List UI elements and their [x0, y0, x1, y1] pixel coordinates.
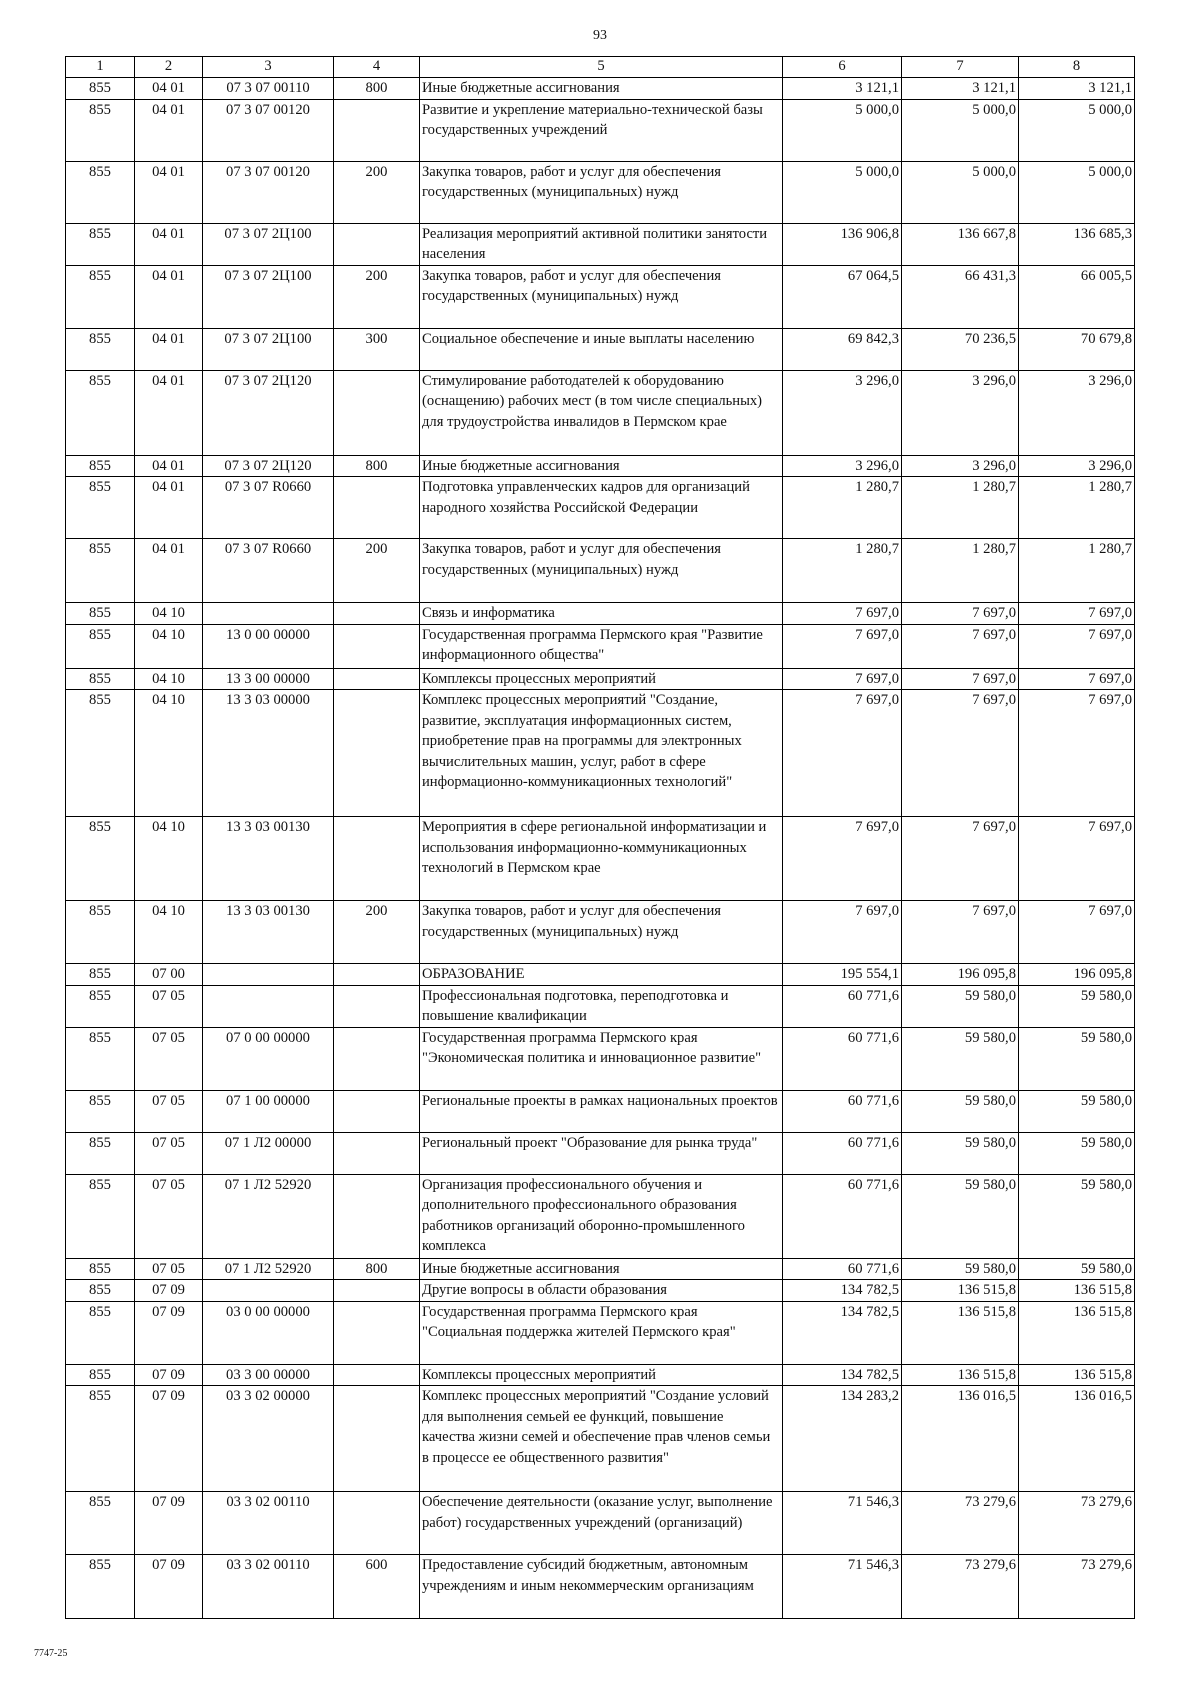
cell-section-code: 04 01 [135, 455, 203, 477]
cell-value-col-6: 136 906,8 [783, 223, 902, 265]
cell-value-col-6: 3 296,0 [783, 455, 902, 477]
cell-value-col-6: 7 697,0 [783, 624, 902, 668]
cell-section-code: 04 10 [135, 624, 203, 668]
cell-value-col-8: 3 121,1 [1019, 78, 1135, 100]
table-row [66, 455, 1135, 477]
cell-description: Предоставление субсидий бюджетным, автономным учреждениям и иным некоммерческим организациям [420, 1555, 783, 1619]
cell-value-col-8: 59 580,0 [1019, 985, 1135, 1027]
cell-target-article: 13 0 00 00000 [203, 624, 334, 668]
cell-admin-code: 855 [66, 690, 135, 817]
cell-description: Иные бюджетные ассигнования [420, 455, 783, 477]
cell-section-code: 07 09 [135, 1555, 203, 1619]
table-row [66, 161, 1135, 223]
cell-value-col-7: 66 431,3 [902, 265, 1019, 328]
table-row [66, 1132, 1135, 1174]
cell-value-col-8: 59 580,0 [1019, 1174, 1135, 1258]
cell-section-code: 04 10 [135, 603, 203, 625]
cell-expense-type: 600 [334, 1555, 420, 1619]
cell-admin-code: 855 [66, 370, 135, 455]
cell-value-col-6: 7 697,0 [783, 817, 902, 901]
cell-value-col-6: 134 782,5 [783, 1364, 902, 1386]
cell-value-col-8: 7 697,0 [1019, 817, 1135, 901]
cell-value-col-6: 134 782,5 [783, 1280, 902, 1302]
cell-expense-type [334, 603, 420, 625]
table-row [66, 985, 1135, 1027]
cell-expense-type [334, 1364, 420, 1386]
cell-expense-type [334, 985, 420, 1027]
cell-target-article [203, 964, 334, 986]
table-row [66, 99, 1135, 161]
cell-expense-type [334, 1301, 420, 1364]
cell-value-col-7: 196 095,8 [902, 964, 1019, 986]
cell-section-code: 04 10 [135, 817, 203, 901]
table-row [66, 603, 1135, 625]
cell-admin-code: 855 [66, 265, 135, 328]
cell-value-col-8: 136 016,5 [1019, 1386, 1135, 1492]
cell-admin-code: 855 [66, 1280, 135, 1302]
cell-expense-type [334, 1492, 420, 1555]
cell-expense-type [334, 477, 420, 539]
cell-section-code: 07 05 [135, 1258, 203, 1280]
cell-value-col-6: 3 121,1 [783, 78, 902, 100]
cell-target-article: 07 3 07 00120 [203, 99, 334, 161]
cell-value-col-8: 73 279,6 [1019, 1492, 1135, 1555]
cell-value-col-6: 5 000,0 [783, 161, 902, 223]
cell-expense-type: 300 [334, 328, 420, 370]
cell-section-code: 04 01 [135, 223, 203, 265]
cell-expense-type: 800 [334, 78, 420, 100]
cell-value-col-7: 59 580,0 [902, 1027, 1019, 1090]
cell-section-code: 04 01 [135, 539, 203, 603]
cell-target-article: 07 3 07 2Ц120 [203, 370, 334, 455]
cell-admin-code: 855 [66, 328, 135, 370]
table-row [66, 328, 1135, 370]
cell-expense-type [334, 1386, 420, 1492]
table-row [66, 624, 1135, 668]
header-col-3: 3 [203, 57, 334, 78]
cell-value-col-8: 7 697,0 [1019, 603, 1135, 625]
cell-target-article [203, 985, 334, 1027]
table-row [66, 477, 1135, 539]
cell-section-code: 07 05 [135, 1174, 203, 1258]
header-col-1: 1 [66, 57, 135, 78]
cell-expense-type [334, 1280, 420, 1302]
cell-value-col-7: 73 279,6 [902, 1492, 1019, 1555]
cell-section-code: 07 09 [135, 1492, 203, 1555]
cell-description: Закупка товаров, работ и услуг для обеспечения государственных (муниципальных) нужд [420, 265, 783, 328]
cell-description: Комплексы процессных мероприятий [420, 668, 783, 690]
cell-value-col-6: 60 771,6 [783, 1174, 902, 1258]
cell-value-col-8: 5 000,0 [1019, 161, 1135, 223]
cell-admin-code: 855 [66, 603, 135, 625]
table-row [66, 1555, 1135, 1619]
cell-section-code: 04 01 [135, 477, 203, 539]
table-row [66, 1492, 1135, 1555]
table-row [66, 690, 1135, 817]
table-row [66, 1258, 1135, 1280]
cell-value-col-7: 7 697,0 [902, 901, 1019, 964]
cell-value-col-6: 71 546,3 [783, 1492, 902, 1555]
cell-expense-type: 800 [334, 455, 420, 477]
cell-description: Иные бюджетные ассигнования [420, 78, 783, 100]
cell-section-code: 07 00 [135, 964, 203, 986]
cell-value-col-6: 60 771,6 [783, 1132, 902, 1174]
cell-section-code: 07 05 [135, 985, 203, 1027]
cell-value-col-6: 60 771,6 [783, 1258, 902, 1280]
cell-description: Региональные проекты в рамках национальных проектов [420, 1090, 783, 1132]
table-row [66, 78, 1135, 100]
cell-description: Комплекс процессных мероприятий "Создание, развитие, эксплуатация информационных систем, приобретение прав на программы для электронных вычислительных машин, услуг, работ в сфере информационно-коммуникационных технологий" [420, 690, 783, 817]
header-row [66, 57, 1135, 78]
cell-description: Организация профессионального обучения и дополнительного профессионального образования работников организаций оборонно-промышленного комплекса [420, 1174, 783, 1258]
cell-description: Закупка товаров, работ и услуг для обеспечения государственных (муниципальных) нужд [420, 539, 783, 603]
table-row [66, 539, 1135, 603]
cell-value-col-8: 196 095,8 [1019, 964, 1135, 986]
cell-admin-code: 855 [66, 477, 135, 539]
cell-target-article: 07 3 07 2Ц100 [203, 265, 334, 328]
cell-description: Развитие и укрепление материально-технической базы государственных учреждений [420, 99, 783, 161]
cell-value-col-6: 134 782,5 [783, 1301, 902, 1364]
cell-expense-type [334, 223, 420, 265]
cell-value-col-8: 70 679,8 [1019, 328, 1135, 370]
cell-description: Обеспечение деятельности (оказание услуг, выполнение работ) государственных учреждений (организаций) [420, 1492, 783, 1555]
cell-value-col-6: 7 697,0 [783, 690, 902, 817]
cell-admin-code: 855 [66, 455, 135, 477]
cell-target-article: 07 3 07 R0660 [203, 477, 334, 539]
cell-admin-code: 855 [66, 161, 135, 223]
cell-admin-code: 855 [66, 1386, 135, 1492]
cell-admin-code: 855 [66, 1258, 135, 1280]
cell-target-article: 07 3 07 00110 [203, 78, 334, 100]
cell-value-col-6: 7 697,0 [783, 901, 902, 964]
cell-admin-code: 855 [66, 223, 135, 265]
document-code: 7747-25 [34, 1648, 68, 1659]
cell-value-col-6: 60 771,6 [783, 1090, 902, 1132]
table-row [66, 1090, 1135, 1132]
cell-target-article: 07 3 07 2Ц100 [203, 328, 334, 370]
cell-admin-code: 855 [66, 1027, 135, 1090]
cell-section-code: 07 09 [135, 1280, 203, 1302]
cell-value-col-7: 136 515,8 [902, 1364, 1019, 1386]
cell-description: Закупка товаров, работ и услуг для обеспечения государственных (муниципальных) нужд [420, 901, 783, 964]
cell-target-article: 03 3 00 00000 [203, 1364, 334, 1386]
cell-expense-type [334, 1174, 420, 1258]
cell-target-article: 03 0 00 00000 [203, 1301, 334, 1364]
cell-target-article: 13 3 03 00130 [203, 817, 334, 901]
cell-target-article: 03 3 02 00000 [203, 1386, 334, 1492]
cell-description: Государственная программа Пермского края "Экономическая политика и инновационное развитие" [420, 1027, 783, 1090]
cell-expense-type [334, 1132, 420, 1174]
cell-section-code: 07 09 [135, 1386, 203, 1492]
cell-section-code: 04 01 [135, 265, 203, 328]
cell-target-article: 07 3 07 2Ц100 [203, 223, 334, 265]
page-number: 93 [593, 28, 607, 43]
cell-expense-type [334, 1027, 420, 1090]
cell-target-article: 07 1 Л2 52920 [203, 1174, 334, 1258]
cell-value-col-8: 7 697,0 [1019, 690, 1135, 817]
cell-value-col-7: 7 697,0 [902, 668, 1019, 690]
cell-section-code: 04 10 [135, 901, 203, 964]
cell-value-col-7: 7 697,0 [902, 624, 1019, 668]
cell-description: Региональный проект "Образование для рынка труда" [420, 1132, 783, 1174]
cell-description: Закупка товаров, работ и услуг для обеспечения государственных (муниципальных) нужд [420, 161, 783, 223]
cell-section-code: 07 05 [135, 1027, 203, 1090]
table-row [66, 223, 1135, 265]
cell-section-code: 04 01 [135, 370, 203, 455]
cell-value-col-6: 1 280,7 [783, 539, 902, 603]
cell-value-col-8: 136 515,8 [1019, 1301, 1135, 1364]
cell-value-col-7: 59 580,0 [902, 1132, 1019, 1174]
cell-target-article: 07 1 Л2 52920 [203, 1258, 334, 1280]
cell-target-article: 13 3 03 00130 [203, 901, 334, 964]
cell-admin-code: 855 [66, 901, 135, 964]
cell-value-col-7: 59 580,0 [902, 1258, 1019, 1280]
cell-expense-type [334, 817, 420, 901]
cell-value-col-6: 71 546,3 [783, 1555, 902, 1619]
cell-admin-code: 855 [66, 1132, 135, 1174]
cell-target-article [203, 603, 334, 625]
cell-value-col-8: 1 280,7 [1019, 539, 1135, 603]
cell-target-article: 03 3 02 00110 [203, 1492, 334, 1555]
cell-target-article: 13 3 03 00000 [203, 690, 334, 817]
cell-value-col-6: 7 697,0 [783, 603, 902, 625]
cell-expense-type [334, 370, 420, 455]
cell-description: Подготовка управленческих кадров для организаций народного хозяйства Российской Федерации [420, 477, 783, 539]
cell-admin-code: 855 [66, 1555, 135, 1619]
cell-admin-code: 855 [66, 964, 135, 986]
cell-expense-type [334, 964, 420, 986]
cell-target-article: 07 1 Л2 00000 [203, 1132, 334, 1174]
cell-admin-code: 855 [66, 1174, 135, 1258]
cell-admin-code: 855 [66, 78, 135, 100]
cell-section-code: 04 01 [135, 99, 203, 161]
cell-section-code: 07 05 [135, 1090, 203, 1132]
cell-value-col-8: 73 279,6 [1019, 1555, 1135, 1619]
cell-value-col-8: 7 697,0 [1019, 668, 1135, 690]
cell-value-col-8: 7 697,0 [1019, 901, 1135, 964]
cell-expense-type [334, 1090, 420, 1132]
cell-expense-type: 200 [334, 539, 420, 603]
header-col-8: 8 [1019, 57, 1135, 78]
cell-description: Профессиональная подготовка, переподготовка и повышение квалификации [420, 985, 783, 1027]
cell-value-col-7: 136 667,8 [902, 223, 1019, 265]
cell-value-col-7: 136 515,8 [902, 1301, 1019, 1364]
cell-admin-code: 855 [66, 539, 135, 603]
cell-value-col-7: 7 697,0 [902, 817, 1019, 901]
table-row [66, 1301, 1135, 1364]
table-row [66, 265, 1135, 328]
cell-expense-type: 200 [334, 901, 420, 964]
cell-description: Реализация мероприятий активной политики занятости населения [420, 223, 783, 265]
cell-value-col-7: 7 697,0 [902, 603, 1019, 625]
cell-value-col-8: 3 296,0 [1019, 370, 1135, 455]
cell-section-code: 07 09 [135, 1301, 203, 1364]
cell-section-code: 04 10 [135, 668, 203, 690]
cell-value-col-7: 59 580,0 [902, 1174, 1019, 1258]
cell-value-col-8: 59 580,0 [1019, 1090, 1135, 1132]
cell-description: Государственная программа Пермского края "Социальная поддержка жителей Пермского края" [420, 1301, 783, 1364]
cell-value-col-7: 59 580,0 [902, 985, 1019, 1027]
cell-expense-type [334, 99, 420, 161]
cell-description: Связь и информатика [420, 603, 783, 625]
cell-expense-type: 200 [334, 161, 420, 223]
cell-value-col-6: 7 697,0 [783, 668, 902, 690]
cell-value-col-8: 1 280,7 [1019, 477, 1135, 539]
cell-value-col-6: 3 296,0 [783, 370, 902, 455]
cell-value-col-8: 59 580,0 [1019, 1258, 1135, 1280]
cell-admin-code: 855 [66, 1301, 135, 1364]
cell-value-col-7: 3 121,1 [902, 78, 1019, 100]
cell-description: Государственная программа Пермского края "Развитие информационного общества" [420, 624, 783, 668]
table-row [66, 1386, 1135, 1492]
cell-expense-type [334, 624, 420, 668]
cell-admin-code: 855 [66, 624, 135, 668]
cell-value-col-8: 66 005,5 [1019, 265, 1135, 328]
header-col-5: 5 [420, 57, 783, 78]
cell-value-col-8: 136 515,8 [1019, 1364, 1135, 1386]
cell-value-col-7: 3 296,0 [902, 370, 1019, 455]
budget-table [65, 56, 1135, 1619]
cell-section-code: 07 05 [135, 1132, 203, 1174]
cell-value-col-6: 67 064,5 [783, 265, 902, 328]
cell-section-code: 04 01 [135, 328, 203, 370]
cell-value-col-8: 136 685,3 [1019, 223, 1135, 265]
cell-admin-code: 855 [66, 817, 135, 901]
cell-target-article: 07 3 07 R0660 [203, 539, 334, 603]
cell-section-code: 04 01 [135, 78, 203, 100]
header-col-7: 7 [902, 57, 1019, 78]
cell-section-code: 04 10 [135, 690, 203, 817]
cell-expense-type [334, 690, 420, 817]
cell-value-col-7: 136 016,5 [902, 1386, 1019, 1492]
cell-value-col-8: 5 000,0 [1019, 99, 1135, 161]
cell-target-article: 13 3 00 00000 [203, 668, 334, 690]
cell-value-col-7: 1 280,7 [902, 539, 1019, 603]
cell-value-col-8: 59 580,0 [1019, 1132, 1135, 1174]
cell-value-col-8: 3 296,0 [1019, 455, 1135, 477]
cell-value-col-7: 5 000,0 [902, 161, 1019, 223]
table-row [66, 1280, 1135, 1302]
cell-section-code: 04 01 [135, 161, 203, 223]
cell-admin-code: 855 [66, 1492, 135, 1555]
table-row [66, 817, 1135, 901]
cell-value-col-6: 69 842,3 [783, 328, 902, 370]
cell-value-col-6: 60 771,6 [783, 1027, 902, 1090]
cell-value-col-7: 73 279,6 [902, 1555, 1019, 1619]
cell-description: Другие вопросы в области образования [420, 1280, 783, 1302]
cell-description: Иные бюджетные ассигнования [420, 1258, 783, 1280]
table-row [66, 1174, 1135, 1258]
cell-admin-code: 855 [66, 668, 135, 690]
cell-expense-type: 800 [334, 1258, 420, 1280]
table-row [66, 668, 1135, 690]
cell-description: Комплексы процессных мероприятий [420, 1364, 783, 1386]
cell-expense-type [334, 668, 420, 690]
table-row [66, 1027, 1135, 1090]
cell-description: Социальное обеспечение и иные выплаты населению [420, 328, 783, 370]
cell-value-col-6: 5 000,0 [783, 99, 902, 161]
cell-value-col-7: 7 697,0 [902, 690, 1019, 817]
header-col-6: 6 [783, 57, 902, 78]
cell-value-col-7: 136 515,8 [902, 1280, 1019, 1302]
header-col-2: 2 [135, 57, 203, 78]
cell-value-col-7: 59 580,0 [902, 1090, 1019, 1132]
cell-target-article: 07 0 00 00000 [203, 1027, 334, 1090]
cell-target-article [203, 1280, 334, 1302]
cell-value-col-7: 5 000,0 [902, 99, 1019, 161]
cell-value-col-7: 70 236,5 [902, 328, 1019, 370]
cell-description: Мероприятия в сфере региональной информатизации и использования информационно-коммуникационных технологий в Пермском крае [420, 817, 783, 901]
cell-expense-type: 200 [334, 265, 420, 328]
table-row [66, 901, 1135, 964]
header-col-4: 4 [334, 57, 420, 78]
cell-admin-code: 855 [66, 1090, 135, 1132]
table-row [66, 1364, 1135, 1386]
cell-description: Стимулирование работодателей к оборудованию (оснащению) рабочих мест (в том числе специальных) для трудоустройства инвалидов в Пермском крае [420, 370, 783, 455]
table-body [66, 78, 1135, 1619]
cell-value-col-7: 3 296,0 [902, 455, 1019, 477]
cell-admin-code: 855 [66, 99, 135, 161]
cell-target-article: 07 3 07 00120 [203, 161, 334, 223]
cell-admin-code: 855 [66, 1364, 135, 1386]
cell-value-col-8: 136 515,8 [1019, 1280, 1135, 1302]
cell-value-col-7: 1 280,7 [902, 477, 1019, 539]
cell-target-article: 03 3 02 00110 [203, 1555, 334, 1619]
table-row [66, 370, 1135, 455]
cell-target-article: 07 1 00 00000 [203, 1090, 334, 1132]
cell-description: ОБРАЗОВАНИЕ [420, 964, 783, 986]
cell-value-col-6: 195 554,1 [783, 964, 902, 986]
cell-admin-code: 855 [66, 985, 135, 1027]
cell-value-col-6: 134 283,2 [783, 1386, 902, 1492]
cell-value-col-8: 59 580,0 [1019, 1027, 1135, 1090]
cell-value-col-6: 1 280,7 [783, 477, 902, 539]
cell-value-col-8: 7 697,0 [1019, 624, 1135, 668]
cell-description: Комплекс процессных мероприятий "Создание условий для выполнения семьей ее функций, повышение качества жизни семей и обеспечение прав членов семьи в процессе ее общественного развития" [420, 1386, 783, 1492]
table-row [66, 964, 1135, 986]
cell-section-code: 07 09 [135, 1364, 203, 1386]
cell-target-article: 07 3 07 2Ц120 [203, 455, 334, 477]
cell-value-col-6: 60 771,6 [783, 985, 902, 1027]
